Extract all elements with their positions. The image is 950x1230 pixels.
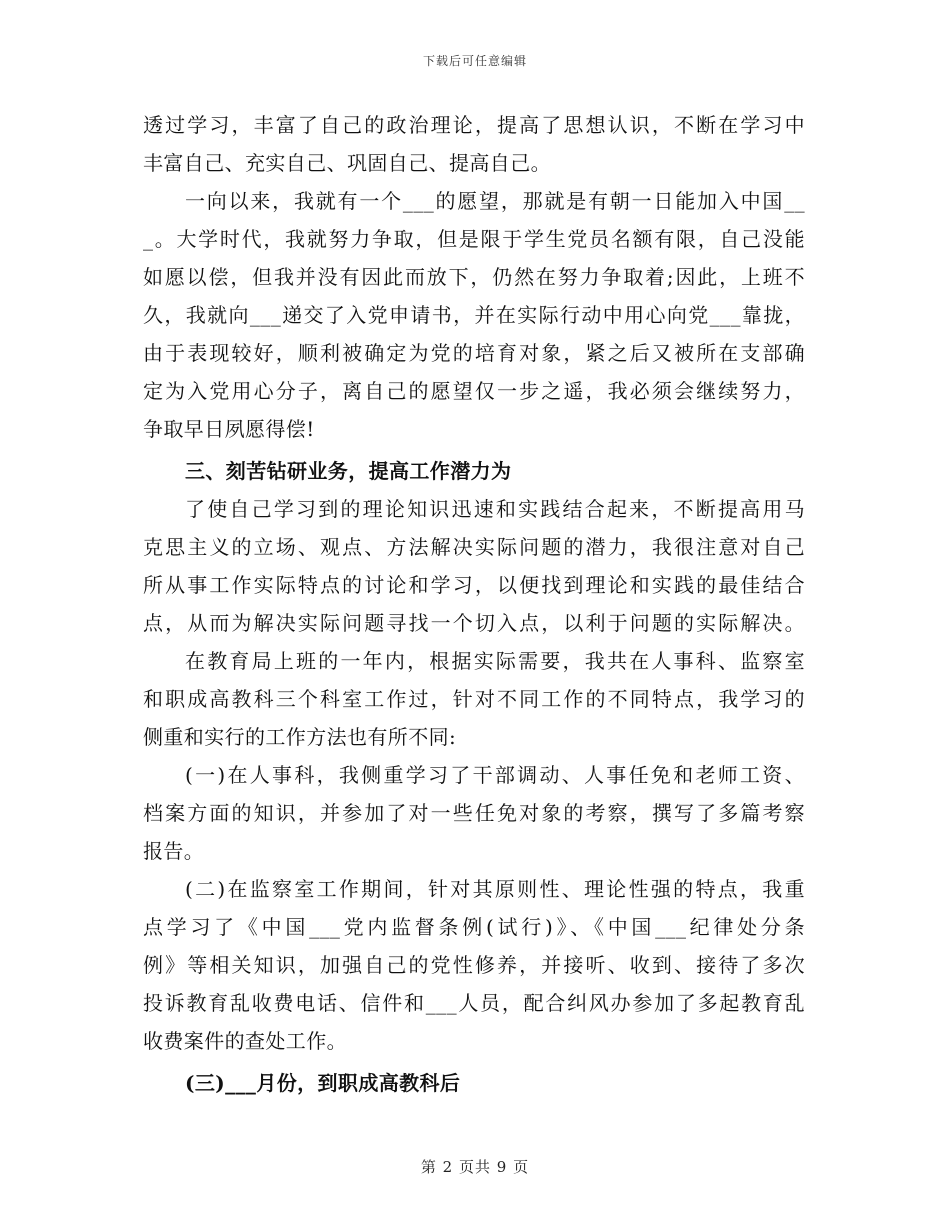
paragraph-line: 和职成高教科三个科室工作过，针对不同工作的不同特点，我学习的	[143, 687, 805, 711]
paragraph-line: 点，从而为解决实际问题寻找一个切入点，以利于问题的实际解决。	[143, 611, 805, 635]
paragraph-line: 档案方面的知识，并参加了对一些任免对象的考察，撰写了多篇考察	[143, 801, 805, 825]
paragraph-line: 了使自己学习到的理论知识迅速和实践结合起来，不断提高用马	[185, 497, 805, 521]
paragraph-line: 一向以来，我就有一个___的愿望，那就是有朝一日能加入中国__	[185, 189, 805, 213]
paragraph-line: 在教育局上班的一年内，根据实际需要，我共在人事科、监察室	[185, 649, 805, 673]
paragraph-line: 报告。	[143, 839, 205, 863]
paragraph-line: 久，我就向___递交了入党申请书，并在实际行动中用心向党___靠拢，	[143, 303, 805, 327]
page-footer: 第 2 页共 9 页	[420, 1158, 530, 1176]
paragraph-line: (二)在监察室工作期间，针对其原则性、理论性强的特点，我重	[185, 877, 805, 901]
paragraph-line: 点学习了《中国___党内监督条例(试行)》、《中国___纪律处分条	[143, 915, 805, 939]
paragraph-line: 克思主义的立场、观点、方法解决实际问题的潜力，我很注意对自己	[143, 535, 805, 559]
paragraph-line: 透过学习，丰富了自己的政治理论，提高了思想认识，不断在学习中	[143, 113, 805, 137]
paragraph-line: (一)在人事科，我侧重学习了干部调动、人事任免和老师工资、	[185, 763, 805, 787]
paragraph-line: 如愿以偿，但我并没有因此而放下，仍然在努力争取着;因此，上班不	[143, 265, 805, 289]
paragraph-line: 所从事工作实际特点的讨论和学习，以便找到理论和实践的最佳结合	[143, 573, 805, 597]
paragraph-line: 投诉教育乱收费电话、信件和___人员，配合纠风办参加了多起教育乱	[143, 991, 805, 1015]
section-heading: 三、刻苦钻研业务，提高工作潜力为	[185, 459, 512, 483]
page-header: 下载后可任意编辑	[422, 54, 527, 68]
paragraph-line: 丰富自己、充实自己、巩固自己、提高自己。	[143, 151, 551, 175]
paragraph-line: 例》等相关知识，加强自己的党性修养，并接听、收到、接待了多次	[143, 953, 805, 977]
paragraph-line: 收费案件的查处工作。	[143, 1029, 347, 1053]
document-body	[143, 106, 805, 1102]
paragraph-line: 争取早日夙愿得偿!	[143, 417, 315, 441]
paragraph-line: _。大学时代，我就努力争取，但是限于学生党员名额有限，自己没能	[143, 227, 805, 251]
paragraph-line: 侧重和实行的工作方法也有所不同:	[143, 725, 457, 749]
paragraph-line: 由于表现较好，顺利被确定为党的培育对象，紧之后又被所在支部确	[143, 341, 805, 365]
paragraph-line: 定为入党用心分子，离自己的愿望仅一步之遥，我必须会继续努力，	[143, 379, 805, 403]
section-heading: (三)___月份，到职成高教科后	[185, 1071, 461, 1095]
